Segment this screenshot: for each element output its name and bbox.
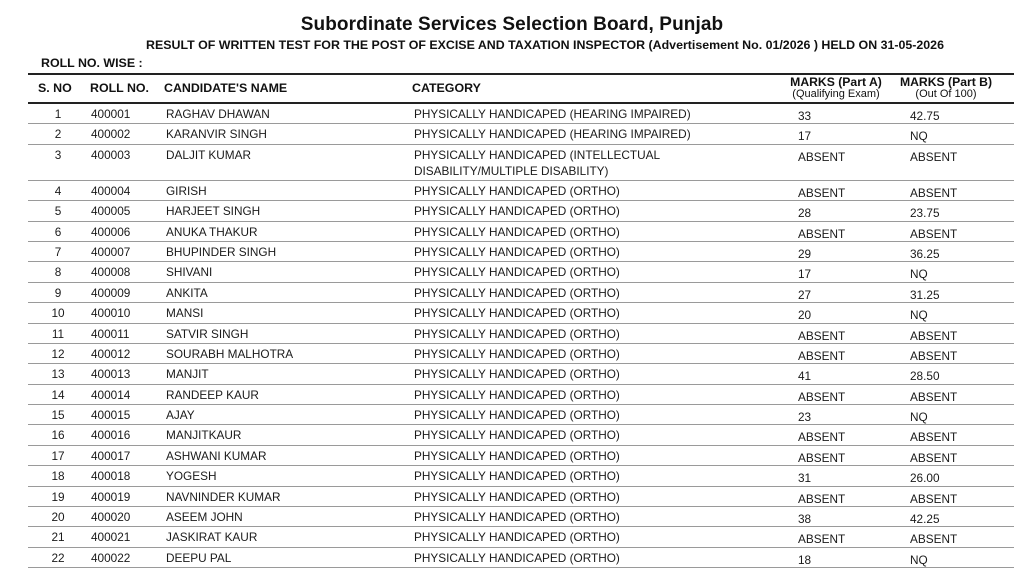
row-candidate-name: MANJIT bbox=[166, 367, 209, 382]
row-category: PHYSICALLY HANDICAPED (INTELLECTUAL DISABILITY/MULTIPLE DISABILITY) bbox=[414, 147, 660, 178]
row-candidate-name: DALJIT KUMAR bbox=[166, 147, 251, 162]
row-marks-part-a: 23 bbox=[798, 410, 812, 425]
row-marks-part-a: ABSENT bbox=[798, 430, 846, 445]
row-roll-no: 400007 bbox=[91, 244, 131, 259]
table-row bbox=[28, 242, 1014, 262]
row-marks-part-a: 28 bbox=[798, 206, 812, 221]
row-marks-part-a: 38 bbox=[798, 512, 812, 527]
row-marks-part-b: ABSENT bbox=[910, 185, 958, 200]
row-category: PHYSICALLY HANDICAPED (ORTHO) bbox=[414, 224, 620, 239]
row-sno: 10 bbox=[51, 306, 65, 321]
col-header-part-a-title: MARKS (Part A) bbox=[790, 75, 882, 89]
col-header-part-b bbox=[894, 76, 998, 100]
table-row bbox=[28, 262, 1014, 282]
row-category: PHYSICALLY HANDICAPED (ORTHO) bbox=[414, 367, 620, 382]
table-row bbox=[28, 104, 1014, 124]
row-marks-part-b: 23.75 bbox=[910, 206, 940, 221]
row-roll-no: 400021 bbox=[91, 530, 131, 545]
table-row bbox=[28, 487, 1014, 507]
row-marks-part-b: 28.50 bbox=[910, 369, 940, 384]
row-roll-no: 400002 bbox=[91, 127, 131, 142]
table-row bbox=[28, 124, 1014, 144]
row-sno: 5 bbox=[54, 204, 62, 219]
row-candidate-name: SATVIR SINGH bbox=[166, 326, 249, 341]
row-marks-part-a: ABSENT bbox=[798, 389, 846, 404]
table-row bbox=[28, 201, 1014, 221]
row-roll-no: 400001 bbox=[91, 107, 131, 121]
row-marks-part-b: ABSENT bbox=[910, 430, 958, 445]
row-marks-part-b: NQ bbox=[910, 267, 928, 282]
table-row bbox=[28, 425, 1014, 445]
row-sno: 1 bbox=[54, 107, 62, 121]
roll-wise-label: ROLL NO. WISE : bbox=[41, 56, 143, 70]
row-category: PHYSICALLY HANDICAPED (ORTHO) bbox=[414, 530, 620, 545]
row-marks-part-b: 42.25 bbox=[910, 512, 940, 527]
row-sno: 22 bbox=[51, 550, 65, 565]
row-category: PHYSICALLY HANDICAPED (ORTHO) bbox=[414, 285, 620, 300]
row-candidate-name: NAVNINDER KUMAR bbox=[166, 489, 281, 504]
table-row bbox=[28, 527, 1014, 547]
row-category: PHYSICALLY HANDICAPED (ORTHO) bbox=[414, 244, 620, 259]
row-roll-no: 400006 bbox=[91, 224, 131, 239]
row-sno: 8 bbox=[54, 265, 62, 280]
row-category: PHYSICALLY HANDICAPED (ORTHO) bbox=[414, 448, 620, 463]
row-category: PHYSICALLY HANDICAPED (ORTHO) bbox=[414, 408, 620, 423]
row-sno: 18 bbox=[51, 469, 65, 484]
row-marks-part-b: 31.25 bbox=[910, 287, 940, 302]
row-marks-part-a: ABSENT bbox=[798, 149, 846, 164]
table-row bbox=[28, 507, 1014, 527]
row-marks-part-a: ABSENT bbox=[798, 532, 846, 547]
col-header-sno: S. NO bbox=[38, 80, 72, 95]
row-roll-no: 400022 bbox=[91, 550, 131, 565]
row-marks-part-a: 31 bbox=[798, 471, 812, 486]
row-roll-no: 400004 bbox=[91, 183, 131, 198]
row-category: PHYSICALLY HANDICAPED (ORTHO) bbox=[414, 510, 620, 525]
row-marks-part-b: NQ bbox=[910, 552, 928, 567]
row-roll-no: 400012 bbox=[91, 346, 131, 361]
row-marks-part-b: ABSENT bbox=[910, 389, 958, 404]
table-row bbox=[28, 466, 1014, 486]
row-sno: 15 bbox=[51, 408, 65, 423]
row-roll-no: 400003 bbox=[91, 147, 131, 162]
row-candidate-name: KARANVIR SINGH bbox=[166, 127, 267, 142]
table-row bbox=[28, 181, 1014, 201]
row-marks-part-a: ABSENT bbox=[798, 348, 846, 363]
row-category: PHYSICALLY HANDICAPED (ORTHO) bbox=[414, 469, 620, 484]
col-header-part-b-title: MARKS (Part B) bbox=[899, 75, 993, 89]
row-category: PHYSICALLY HANDICAPED (ORTHO) bbox=[414, 183, 620, 198]
row-marks-part-b: NQ bbox=[910, 129, 928, 144]
row-category: PHYSICALLY HANDICAPED (ORTHO) bbox=[414, 387, 620, 402]
row-marks-part-b: NQ bbox=[910, 308, 928, 323]
row-marks-part-b: ABSENT bbox=[910, 348, 958, 363]
table-row bbox=[28, 405, 1014, 425]
col-header-name: CANDIDATE'S NAME bbox=[164, 80, 288, 95]
document-title: Subordinate Services Selection Board, Punjab bbox=[300, 14, 724, 35]
row-candidate-name: SOURABH MALHOTRA bbox=[166, 346, 294, 361]
row-candidate-name: RANDEEP KAUR bbox=[166, 387, 259, 402]
row-sno: 3 bbox=[54, 147, 62, 162]
row-marks-part-b: ABSENT bbox=[910, 226, 958, 241]
row-category: PHYSICALLY HANDICAPED (ORTHO) bbox=[414, 265, 620, 280]
row-marks-part-b: ABSENT bbox=[910, 491, 958, 506]
col-header-category: CATEGORY bbox=[412, 80, 481, 95]
row-marks-part-a: ABSENT bbox=[798, 328, 846, 343]
row-sno: 11 bbox=[51, 326, 65, 341]
row-marks-part-a: ABSENT bbox=[798, 226, 846, 241]
row-marks-part-a: 18 bbox=[798, 552, 812, 567]
table-row bbox=[28, 385, 1014, 405]
table-row bbox=[28, 364, 1014, 384]
row-sno: 14 bbox=[51, 387, 65, 402]
row-roll-no: 400008 bbox=[91, 265, 131, 280]
row-sno: 9 bbox=[54, 285, 62, 300]
row-sno: 21 bbox=[51, 530, 65, 545]
row-marks-part-a: ABSENT bbox=[798, 185, 846, 200]
row-marks-part-a: 20 bbox=[798, 308, 812, 323]
row-marks-part-b: ABSENT bbox=[910, 328, 958, 343]
row-candidate-name: BHUPINDER SINGH bbox=[166, 244, 277, 259]
row-candidate-name: ANKITA bbox=[166, 285, 208, 300]
row-candidate-name: GIRISH bbox=[166, 183, 207, 198]
row-roll-no: 400009 bbox=[91, 285, 131, 300]
row-marks-part-b: ABSENT bbox=[910, 450, 958, 465]
row-marks-part-b: 26.00 bbox=[910, 471, 940, 486]
row-category: PHYSICALLY HANDICAPED (ORTHO) bbox=[414, 346, 620, 361]
table-row bbox=[28, 303, 1014, 323]
row-sno: 4 bbox=[54, 183, 62, 198]
table-row bbox=[28, 324, 1014, 344]
row-category: PHYSICALLY HANDICAPED (ORTHO) bbox=[414, 204, 620, 219]
row-marks-part-b: 36.25 bbox=[910, 246, 940, 261]
row-marks-part-a: 29 bbox=[798, 246, 812, 261]
table-row bbox=[28, 222, 1014, 242]
row-category: PHYSICALLY HANDICAPED (HEARING IMPAIRED) bbox=[414, 127, 691, 142]
row-category: PHYSICALLY HANDICAPED (ORTHO) bbox=[414, 428, 620, 443]
table-row bbox=[28, 446, 1014, 466]
table-row bbox=[28, 344, 1014, 364]
row-roll-no: 400015 bbox=[91, 408, 131, 423]
row-marks-part-a: ABSENT bbox=[798, 450, 846, 465]
row-sno: 7 bbox=[54, 244, 62, 259]
document-subtitle: RESULT OF WRITTEN TEST FOR THE POST OF EXCISE AND TAXATION INSPECTOR (Advertisement No. 01/2026 ) HELD ON 31-05-2026 bbox=[146, 38, 944, 52]
row-marks-part-a: 17 bbox=[798, 129, 812, 144]
row-candidate-name: ANUKA THAKUR bbox=[166, 224, 258, 239]
row-candidate-name: MANSI bbox=[166, 306, 204, 321]
row-marks-part-a: ABSENT bbox=[798, 491, 846, 506]
row-category: PHYSICALLY HANDICAPED (ORTHO) bbox=[414, 326, 620, 341]
row-marks-part-b: ABSENT bbox=[910, 149, 958, 164]
row-marks-part-a: 17 bbox=[798, 267, 812, 282]
row-roll-no: 400020 bbox=[91, 510, 131, 525]
row-candidate-name: DEEPU PAL bbox=[166, 550, 232, 565]
row-candidate-name: HARJEET SINGH bbox=[166, 204, 261, 219]
row-candidate-name: ASEEM JOHN bbox=[166, 510, 243, 525]
row-candidate-name: SHIVANI bbox=[166, 265, 213, 280]
row-marks-part-b: ABSENT bbox=[910, 532, 958, 547]
row-candidate-name: ASHWANI KUMAR bbox=[166, 448, 267, 463]
col-header-part-b-sub: (Out Of 100) bbox=[915, 88, 977, 100]
table-row bbox=[28, 283, 1014, 303]
row-roll-no: 400019 bbox=[91, 489, 131, 504]
result-table-body bbox=[28, 104, 1014, 568]
row-candidate-name: MANJITKAUR bbox=[166, 428, 242, 443]
row-marks-part-a: 33 bbox=[798, 109, 812, 123]
row-marks-part-b: NQ bbox=[910, 410, 928, 425]
row-sno: 16 bbox=[51, 428, 65, 443]
row-sno: 13 bbox=[51, 367, 65, 382]
col-header-part-a bbox=[786, 76, 886, 100]
col-header-roll: ROLL NO. bbox=[90, 80, 149, 95]
table-row bbox=[28, 548, 1014, 568]
row-candidate-name: JASKIRAT KAUR bbox=[166, 530, 258, 545]
row-roll-no: 400018 bbox=[91, 469, 131, 484]
row-category: PHYSICALLY HANDICAPED (HEARING IMPAIRED) bbox=[414, 107, 691, 121]
row-sno: 12 bbox=[51, 346, 65, 361]
row-sno: 6 bbox=[54, 224, 62, 239]
row-category: PHYSICALLY HANDICAPED (ORTHO) bbox=[414, 306, 620, 321]
row-category: PHYSICALLY HANDICAPED (ORTHO) bbox=[414, 489, 620, 504]
row-roll-no: 400016 bbox=[91, 428, 131, 443]
row-sno: 19 bbox=[51, 489, 65, 504]
row-category: PHYSICALLY HANDICAPED (ORTHO) bbox=[414, 550, 620, 565]
row-candidate-name: RAGHAV DHAWAN bbox=[166, 107, 270, 121]
row-roll-no: 400013 bbox=[91, 367, 131, 382]
row-candidate-name: YOGESH bbox=[166, 469, 217, 484]
row-roll-no: 400010 bbox=[91, 306, 131, 321]
row-roll-no: 400011 bbox=[91, 326, 130, 341]
row-marks-part-a: 41 bbox=[798, 369, 812, 384]
table-row bbox=[28, 145, 1014, 181]
row-roll-no: 400017 bbox=[91, 448, 131, 463]
col-header-part-a-sub: (Qualifying Exam) bbox=[792, 88, 880, 100]
row-roll-no: 400014 bbox=[91, 387, 131, 402]
row-candidate-name: AJAY bbox=[166, 408, 195, 423]
row-roll-no: 400005 bbox=[91, 204, 131, 219]
row-sno: 2 bbox=[54, 127, 62, 142]
row-sno: 20 bbox=[51, 510, 65, 525]
row-marks-part-a: 27 bbox=[798, 287, 812, 302]
row-marks-part-b: 42.75 bbox=[910, 109, 940, 123]
row-sno: 17 bbox=[51, 448, 65, 463]
